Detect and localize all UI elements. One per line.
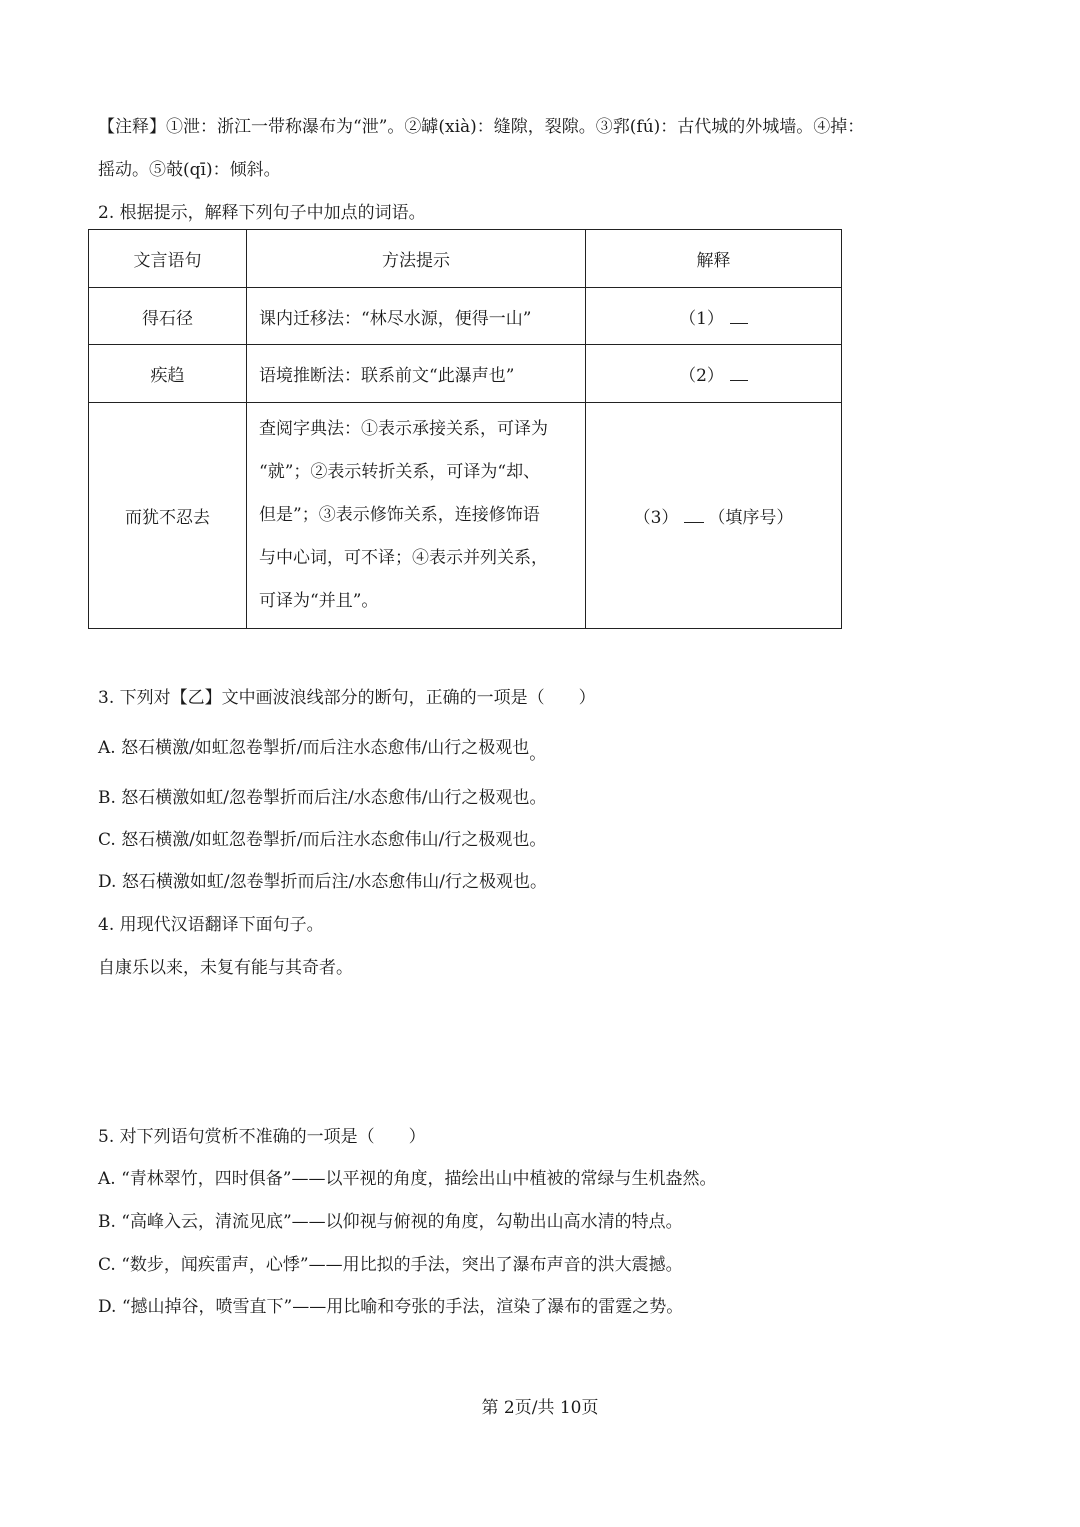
q5-option-a: A. “青林翠竹，四时俱备”——以平视的角度，描绘出山中植被的常绿与生机盎然。	[98, 1169, 717, 1189]
row-sentence: 疾趋	[89, 345, 247, 403]
q3-option-d: D. 怒石横激如虹/忽卷掣折而后注/水态愈伟山/行之极观也。	[98, 872, 548, 892]
q3-option-a	[98, 733, 547, 764]
notes-line-1: 【注释】①泄：浙江一带称瀑布为“泄”。②罅(xià)：缝隙，裂隙。③郛(fú)：古代城的外城墙。④掉：	[98, 117, 865, 137]
q2-prompt: 2. 根据提示，解释下列句子中加点的词语。	[98, 203, 426, 223]
q2-table	[88, 229, 842, 629]
row-sentence: 而犹不忍去	[89, 403, 247, 629]
method-line: “就”；②表示转折关系，可译为“却、	[259, 462, 541, 482]
q3-prompt: 3. 下列对【乙】文中画波浪线部分的断句，正确的一项是（ ）	[98, 688, 596, 708]
q5-prompt: 5. 对下列语句赏析不准确的一项是（ ）	[98, 1127, 426, 1147]
answer-hint: （填序号）	[708, 508, 794, 528]
header-explanation: 解释	[586, 230, 842, 288]
method-line: 与中心词，可不译；④表示并列关系，	[259, 548, 548, 568]
q5-option-d: D. “撼山掉谷，喷雪直下”——用比喻和夸张的手法，渲染了瀑布的雷霆之势。	[98, 1297, 684, 1317]
page-number: 第 2页/共 10页	[481, 1398, 599, 1418]
method-line: 但是”；③表示修饰关系，连接修饰语	[259, 505, 540, 525]
q5-option-c: C. “数步，闻疾雷声，心悸”——用比拟的手法，突出了瀑布声音的洪大震撼。	[98, 1255, 683, 1275]
header-sentence: 文言语句	[89, 230, 247, 288]
q3-option-c: C. 怒石横激/如虹忽卷掣折/而后注水态愈伟山/行之极观也。	[98, 830, 547, 850]
table-header-row	[89, 230, 842, 288]
row-answer	[586, 288, 842, 345]
answer-blank[interactable]	[684, 508, 704, 523]
row-method	[247, 403, 586, 629]
header-method: 方法提示	[247, 230, 586, 288]
option-period: 。	[529, 744, 547, 764]
option-text: A. 怒石横激/如虹忽卷掣折/而后注水态愈伟/山行之极观也	[98, 738, 530, 758]
row-method: 课内迁移法：“林尽水源，便得一山”	[247, 288, 586, 345]
method-line: 可译为“并且”。	[259, 591, 379, 611]
q4-prompt: 4. 用现代汉语翻译下面句子。	[98, 915, 324, 935]
answer-label: （2）	[679, 366, 724, 386]
q4-sentence: 自康乐以来，未复有能与其奇者。	[98, 958, 353, 978]
answer-label: （3）	[633, 508, 679, 528]
q5-option-b: B. “高峰入云，清流见底”——以仰视与俯视的角度，勾勒出山高水清的特点。	[98, 1212, 683, 1232]
table-row	[89, 288, 842, 345]
row-answer	[586, 403, 842, 629]
row-method: 语境推断法：联系前文“此瀑声也”	[247, 345, 586, 403]
q3-option-b: B. 怒石横激如虹/忽卷掣折而后注/水态愈伟/山行之极观也。	[98, 788, 547, 808]
row-sentence: 得石径	[89, 288, 247, 345]
table-row	[89, 403, 842, 629]
notes-line-2: 摇动。⑤攲(qī)：倾斜。	[98, 160, 281, 180]
answer-blank[interactable]	[730, 366, 748, 381]
answer-label: （1）	[679, 308, 724, 329]
answer-blank[interactable]	[730, 309, 748, 324]
method-line: 查阅字典法：①表示承接关系，可译为	[259, 419, 548, 439]
row-answer	[586, 345, 842, 403]
table-row	[89, 345, 842, 403]
